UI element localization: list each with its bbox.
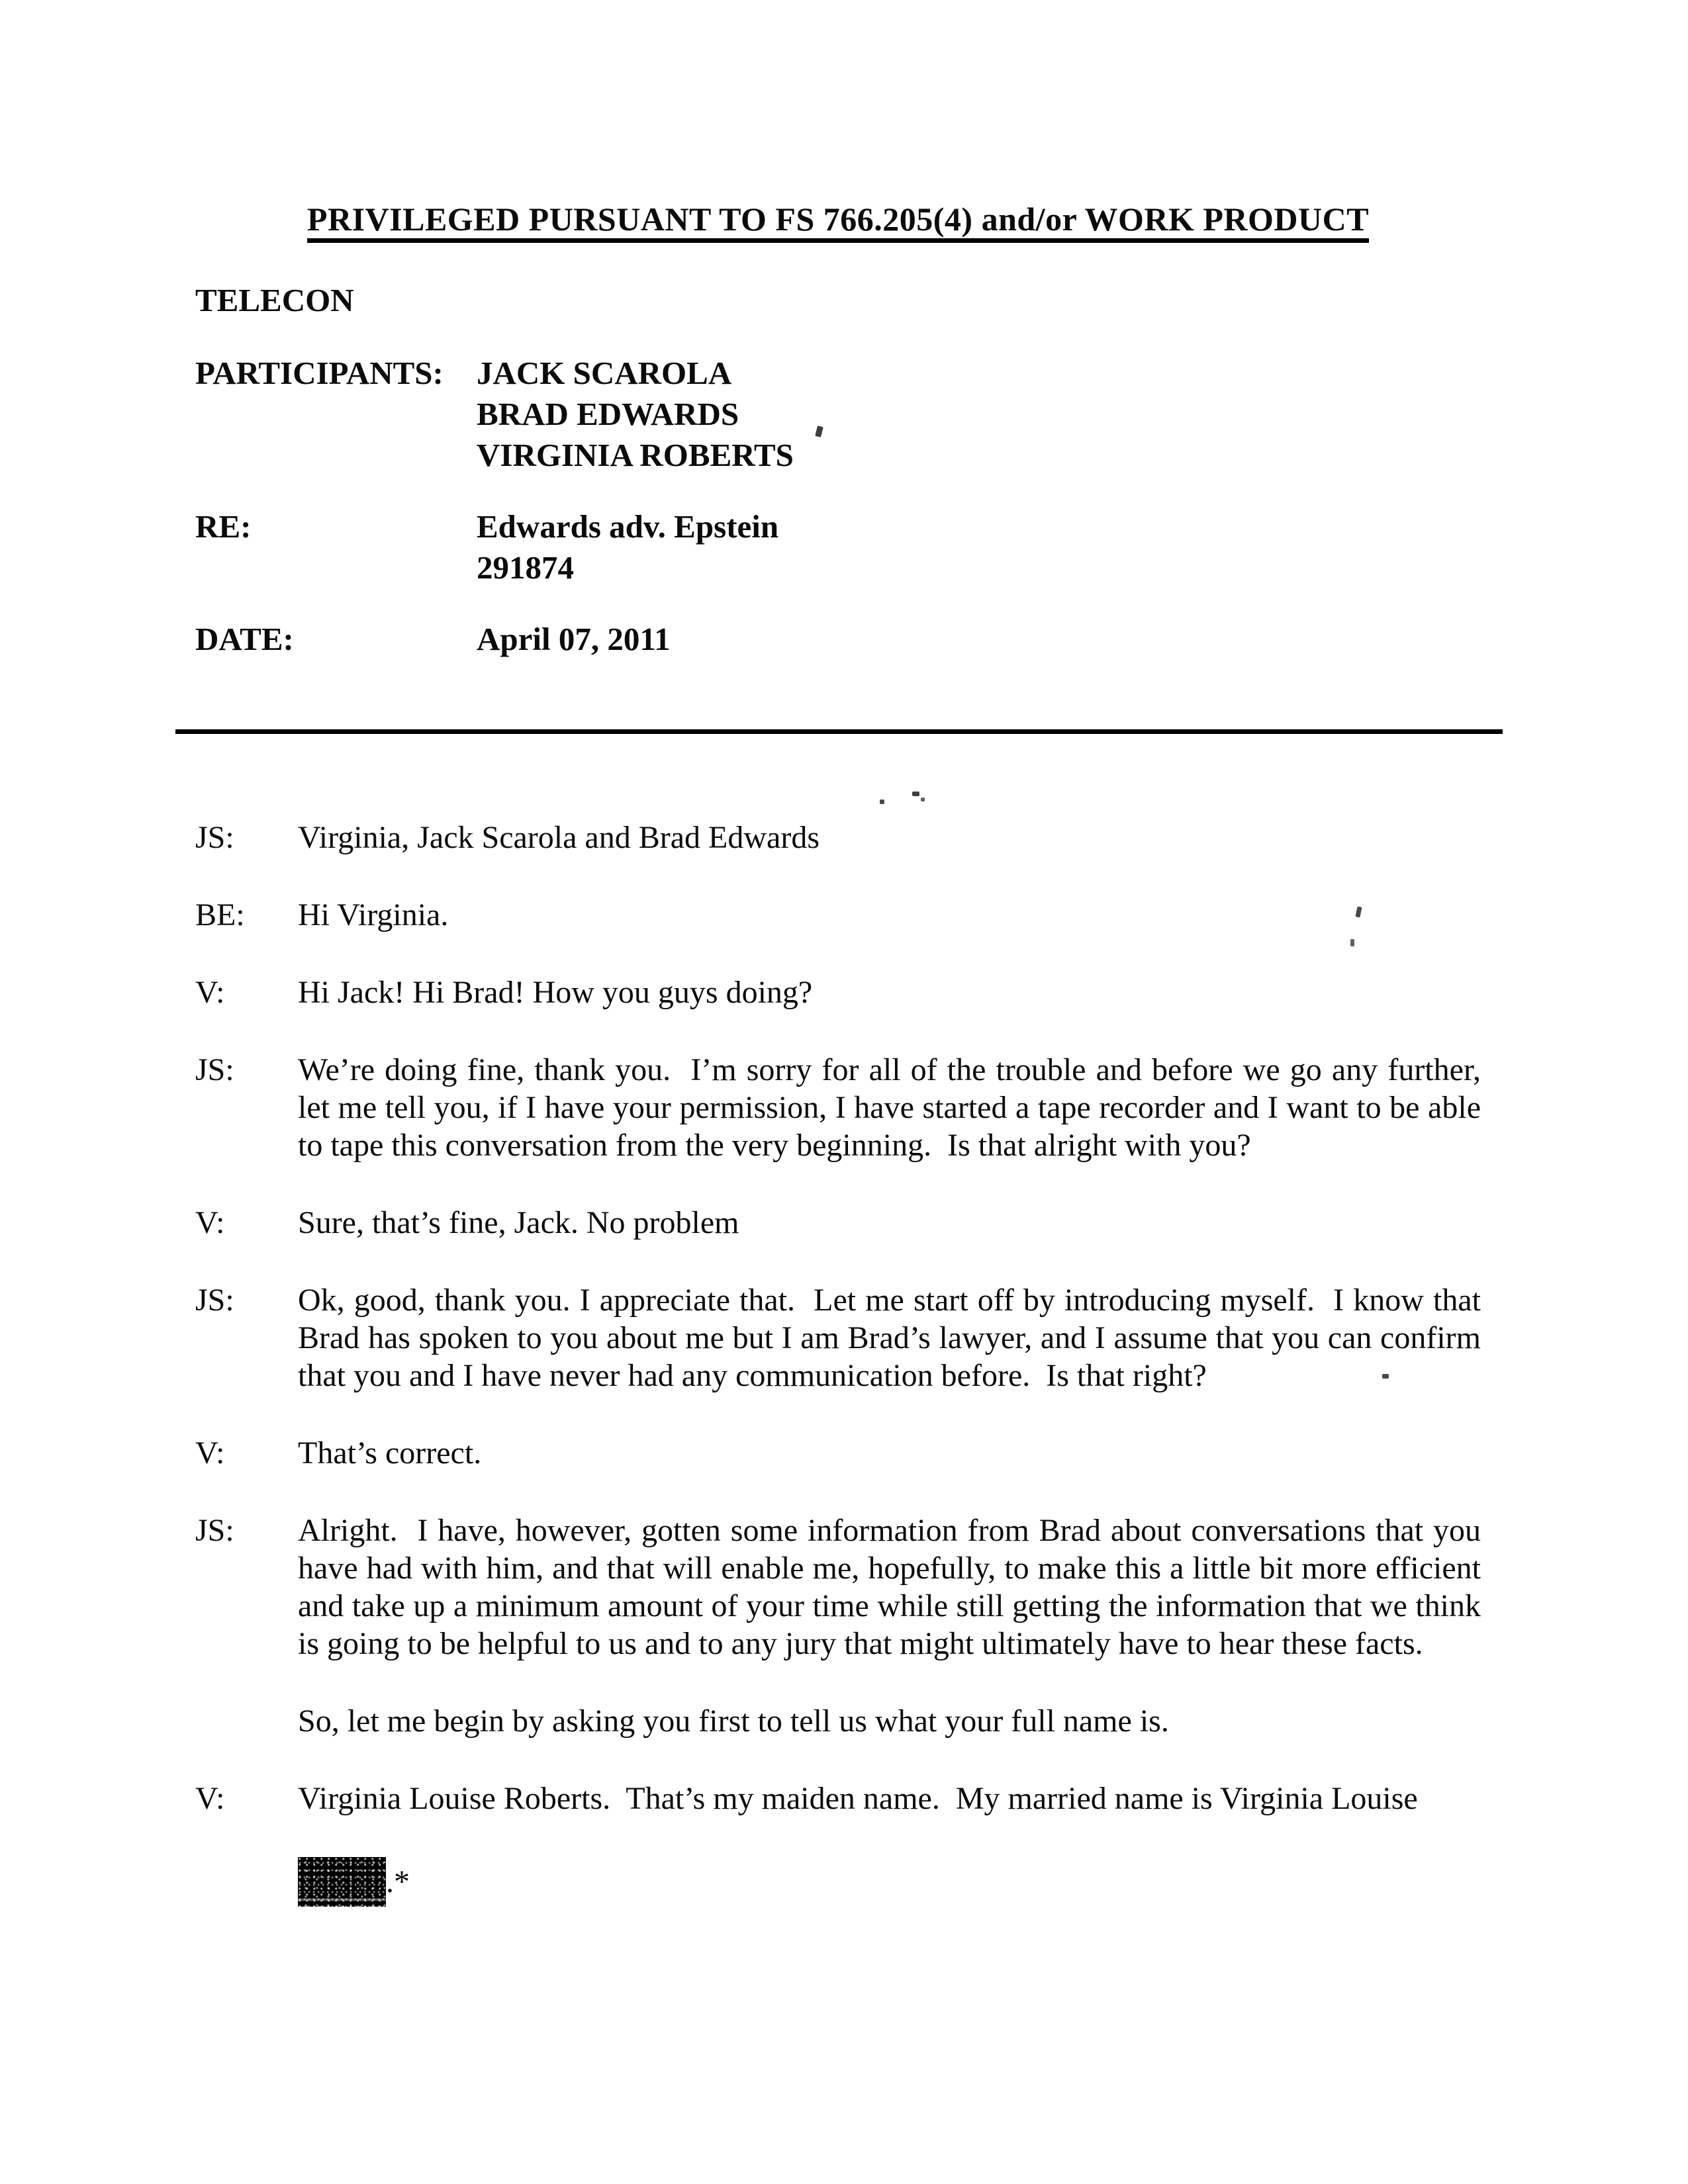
transcript-entry	[195, 1051, 1489, 1164]
document-content	[195, 201, 1489, 1913]
dialogue-paragraph: Alright. I have, however, gotten some information from Brad about conversations that you have had with him, and that will enable me, hopefully, to make this a little bit more efficient and take up a minimum amount of your time while still getting the information that we think is going to be helpful to us and to any jury that might ultimately have to hear these facts.	[298, 1513, 1489, 1661]
transcript-entry	[195, 1780, 1481, 1913]
speaker-label: JS:	[195, 1283, 234, 1318]
meta-row	[195, 506, 1481, 588]
speaker-label: BE:	[195, 897, 245, 933]
meta-row	[195, 353, 1481, 476]
transcript-entry	[195, 974, 1481, 1011]
meta-label: RE:	[195, 508, 252, 545]
entry-paragraphs	[298, 1281, 1489, 1394]
entry-paragraphs	[298, 1204, 1481, 1242]
redaction-suffix: .*	[386, 1864, 410, 1899]
meta-label: DATE:	[195, 621, 294, 657]
entry-paragraphs	[298, 1780, 1481, 1913]
horizontal-divider	[175, 729, 1503, 734]
dialogue-paragraph: Virginia Louise Roberts. That’s my maiden name. My married name is Virginia Louise	[298, 1781, 1418, 1816]
dialogue-paragraph: We’re doing fine, thank you. I’m sorry for all of the trouble and before we go any further, let me tell you, if I have your permission, I have started a tape recorder and I want to be able to tape this conversation from the very beginning. Is that alright with you?	[298, 1052, 1489, 1163]
meta-label: PARTICIPANTS:	[195, 355, 444, 391]
scan-artifact	[880, 799, 884, 804]
meta-value: BRAD EDWARDS	[477, 396, 739, 432]
meta-value: VIRGINIA ROBERTS	[477, 437, 794, 473]
transcript-entry	[195, 896, 1481, 934]
meta-value: 291874	[477, 549, 574, 586]
scan-artifact	[921, 797, 925, 801]
entry-paragraphs	[298, 974, 1481, 1011]
transcript-entry	[195, 1434, 1481, 1472]
meta-values	[477, 506, 778, 588]
transcript-entry	[195, 819, 1481, 856]
entry-paragraphs	[298, 1434, 1481, 1472]
meta-row	[195, 619, 1481, 660]
meta-value: JACK SCAROLA	[477, 355, 732, 391]
dialogue-paragraph: That’s correct.	[298, 1435, 482, 1471]
transcript-section	[195, 819, 1489, 1913]
dialogue-paragraph: Virginia, Jack Scarola and Brad Edwards	[298, 820, 820, 855]
privilege-notice-row	[195, 201, 1481, 243]
scan-artifact	[1350, 939, 1354, 946]
dialogue-paragraph: So, let me begin by asking you first to tell us what your full name is.	[298, 1704, 1169, 1739]
speaker-label: V:	[195, 1781, 225, 1816]
document-type-label: TELECON	[195, 282, 354, 318]
privilege-notice: PRIVILEGED PURSUANT TO FS 766.205(4) and/or WORK PRODUCT	[307, 201, 1369, 243]
entry-paragraphs	[298, 1512, 1489, 1740]
meta-values	[477, 353, 794, 476]
speaker-label: V:	[195, 1205, 225, 1240]
meta-section	[195, 353, 1481, 660]
meta-value: April 07, 2011	[477, 621, 671, 657]
redaction-box	[298, 1857, 386, 1907]
transcript-entry	[195, 1512, 1489, 1740]
meta-value: Edwards adv. Epstein	[477, 508, 779, 545]
speaker-label: JS:	[195, 1052, 234, 1087]
speaker-label: V:	[195, 1435, 225, 1471]
transcript-entry	[195, 1281, 1489, 1394]
speaker-label: JS:	[195, 820, 234, 855]
entry-paragraphs	[298, 819, 1481, 856]
dialogue-paragraph: Hi Virginia.	[298, 897, 449, 933]
dialogue-paragraph: Ok, good, thank you. I appreciate that. Let me start off by introducing myself. I know that Brad has spoken to you about me but I am Brad’s lawyer, and I assume that you can confirm that you and I have never had any communication before. Is that right?	[298, 1283, 1489, 1393]
scan-artifact	[912, 792, 919, 796]
speaker-label: JS:	[195, 1513, 234, 1548]
scan-artifact	[1382, 1374, 1389, 1379]
dialogue-paragraph: Sure, that’s fine, Jack. No problem	[298, 1205, 739, 1240]
redaction-line	[298, 1857, 1481, 1913]
meta-values	[477, 619, 671, 660]
speaker-label: V:	[195, 975, 225, 1010]
transcript-entry	[195, 1204, 1481, 1242]
entry-paragraphs	[298, 1051, 1489, 1164]
entry-paragraphs	[298, 896, 1481, 934]
dialogue-paragraph: Hi Jack! Hi Brad! How you guys doing?	[298, 975, 813, 1010]
